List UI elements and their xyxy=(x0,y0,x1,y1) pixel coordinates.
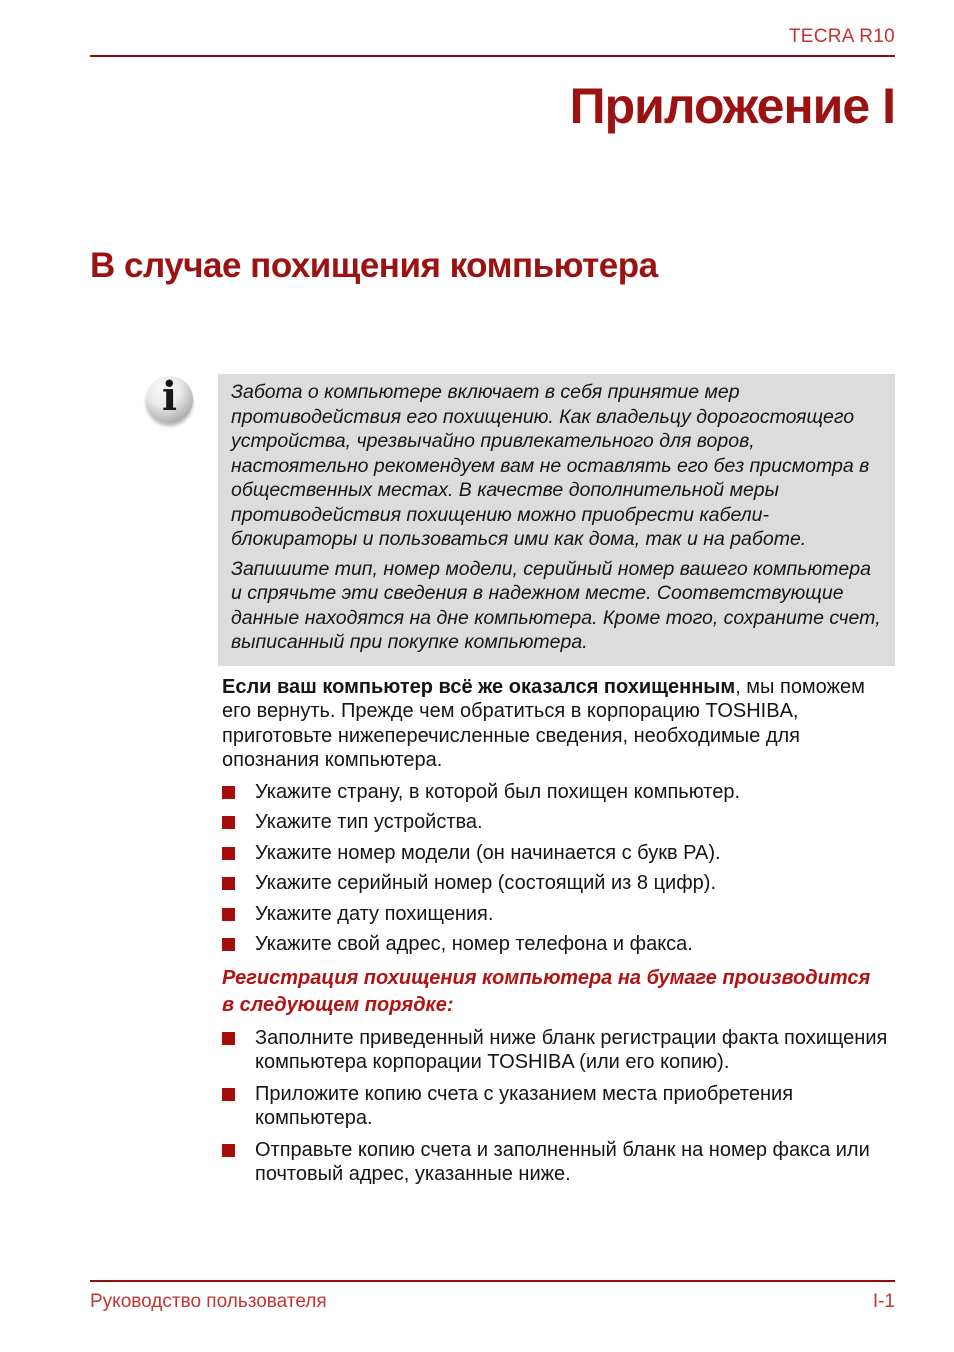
list-item-text: Укажите свой адрес, номер телефона и факса. xyxy=(255,933,693,956)
list-item xyxy=(222,932,895,957)
bullet-square-icon xyxy=(222,908,235,921)
list-item xyxy=(222,1138,895,1187)
bullet-square-icon xyxy=(222,816,235,829)
bullet-square-icon xyxy=(222,786,235,799)
list-item-text: Заполните приведенный ниже бланк регистрации факта похищения компьютера корпорации TOSHIBA (или его копию). xyxy=(255,1026,888,1074)
appendix-title: Приложение I xyxy=(569,78,895,134)
registration-heading: Регистрация похищения компьютера на бумаге производится в следующем порядке: xyxy=(222,966,871,1016)
list-item-text: Укажите серийный номер (состоящий из 8 цифр). xyxy=(255,872,716,895)
info-note xyxy=(90,374,895,666)
list-item-text: Укажите тип устройства. xyxy=(255,811,483,834)
list-item xyxy=(222,1026,895,1075)
footer-page-number: I-1 xyxy=(872,1291,895,1312)
list-item xyxy=(222,902,895,927)
intro-paragraph xyxy=(222,675,895,773)
list-item-text: Укажите номер модели (он начинается с букв PA). xyxy=(255,841,721,864)
info-icon-glyph: i xyxy=(161,372,178,420)
note-paragraph: Забота о компьютере включает в себя принятие мер противодействия его похищению. Как владельцу дорогостоящего устройства, чрезвычайно привлекательного для воров, настоятельно рекомендуем вам не оставлять его без присмотра в общественных местах. В качестве дополнительной меры противодействия похищению можно приобрести кабели-блокираторы и пользоваться ими как дома, так и на работе. xyxy=(231,381,870,551)
intro-text: , мы поможем его вернуть. Прежде чем обратиться в корпорацию TOSHIBA, приготовьте нижеперечисленные сведения, необходимые для опознания компьютера. xyxy=(222,675,865,772)
list-item-text: Отправьте копию счета и заполненный бланк на номер факса или почтовый адрес, указанные ниже. xyxy=(255,1138,870,1186)
bullet-square-icon xyxy=(222,847,235,860)
note-icon-column xyxy=(90,374,218,423)
list-item xyxy=(222,780,895,805)
list-item-text: Укажите страну, в которой был похищен компьютер. xyxy=(255,780,741,803)
intro-bold-lead: Если ваш компьютер всё же оказался похищенным xyxy=(222,675,736,698)
bullet-square-icon xyxy=(222,938,235,951)
list-item xyxy=(222,810,895,835)
footer-doc-name: Руководство пользователя xyxy=(90,1291,327,1312)
body-content xyxy=(222,675,895,1187)
list-item xyxy=(222,871,895,896)
bullet-square-icon xyxy=(222,1032,235,1045)
list-item-text: Укажите дату похищения. xyxy=(255,902,494,925)
registration-list xyxy=(222,1026,895,1187)
bullet-square-icon xyxy=(222,1144,235,1157)
bullet-square-icon xyxy=(222,877,235,890)
note-box xyxy=(218,374,895,666)
section-heading: В случае похищения компьютера xyxy=(90,246,658,285)
note-paragraph: Запишите тип, номер модели, серийный номер вашего компьютера и спрячьте эти сведения в надежном месте. Соответствующие данные находятся на дне компьютера. Кроме того, сохраните счет, выписанный при покупке компьютера. xyxy=(231,557,881,654)
bullet-square-icon xyxy=(222,1088,235,1101)
page-footer xyxy=(90,1280,895,1313)
page-header xyxy=(90,26,895,57)
list-item xyxy=(222,841,895,866)
info-icon xyxy=(146,372,193,423)
model-name: TECRA R10 xyxy=(788,26,895,47)
list-item-text: Приложите копию счета с указанием места приобретения компьютера. xyxy=(255,1082,794,1130)
identification-list xyxy=(222,780,895,957)
list-item xyxy=(222,1082,895,1131)
